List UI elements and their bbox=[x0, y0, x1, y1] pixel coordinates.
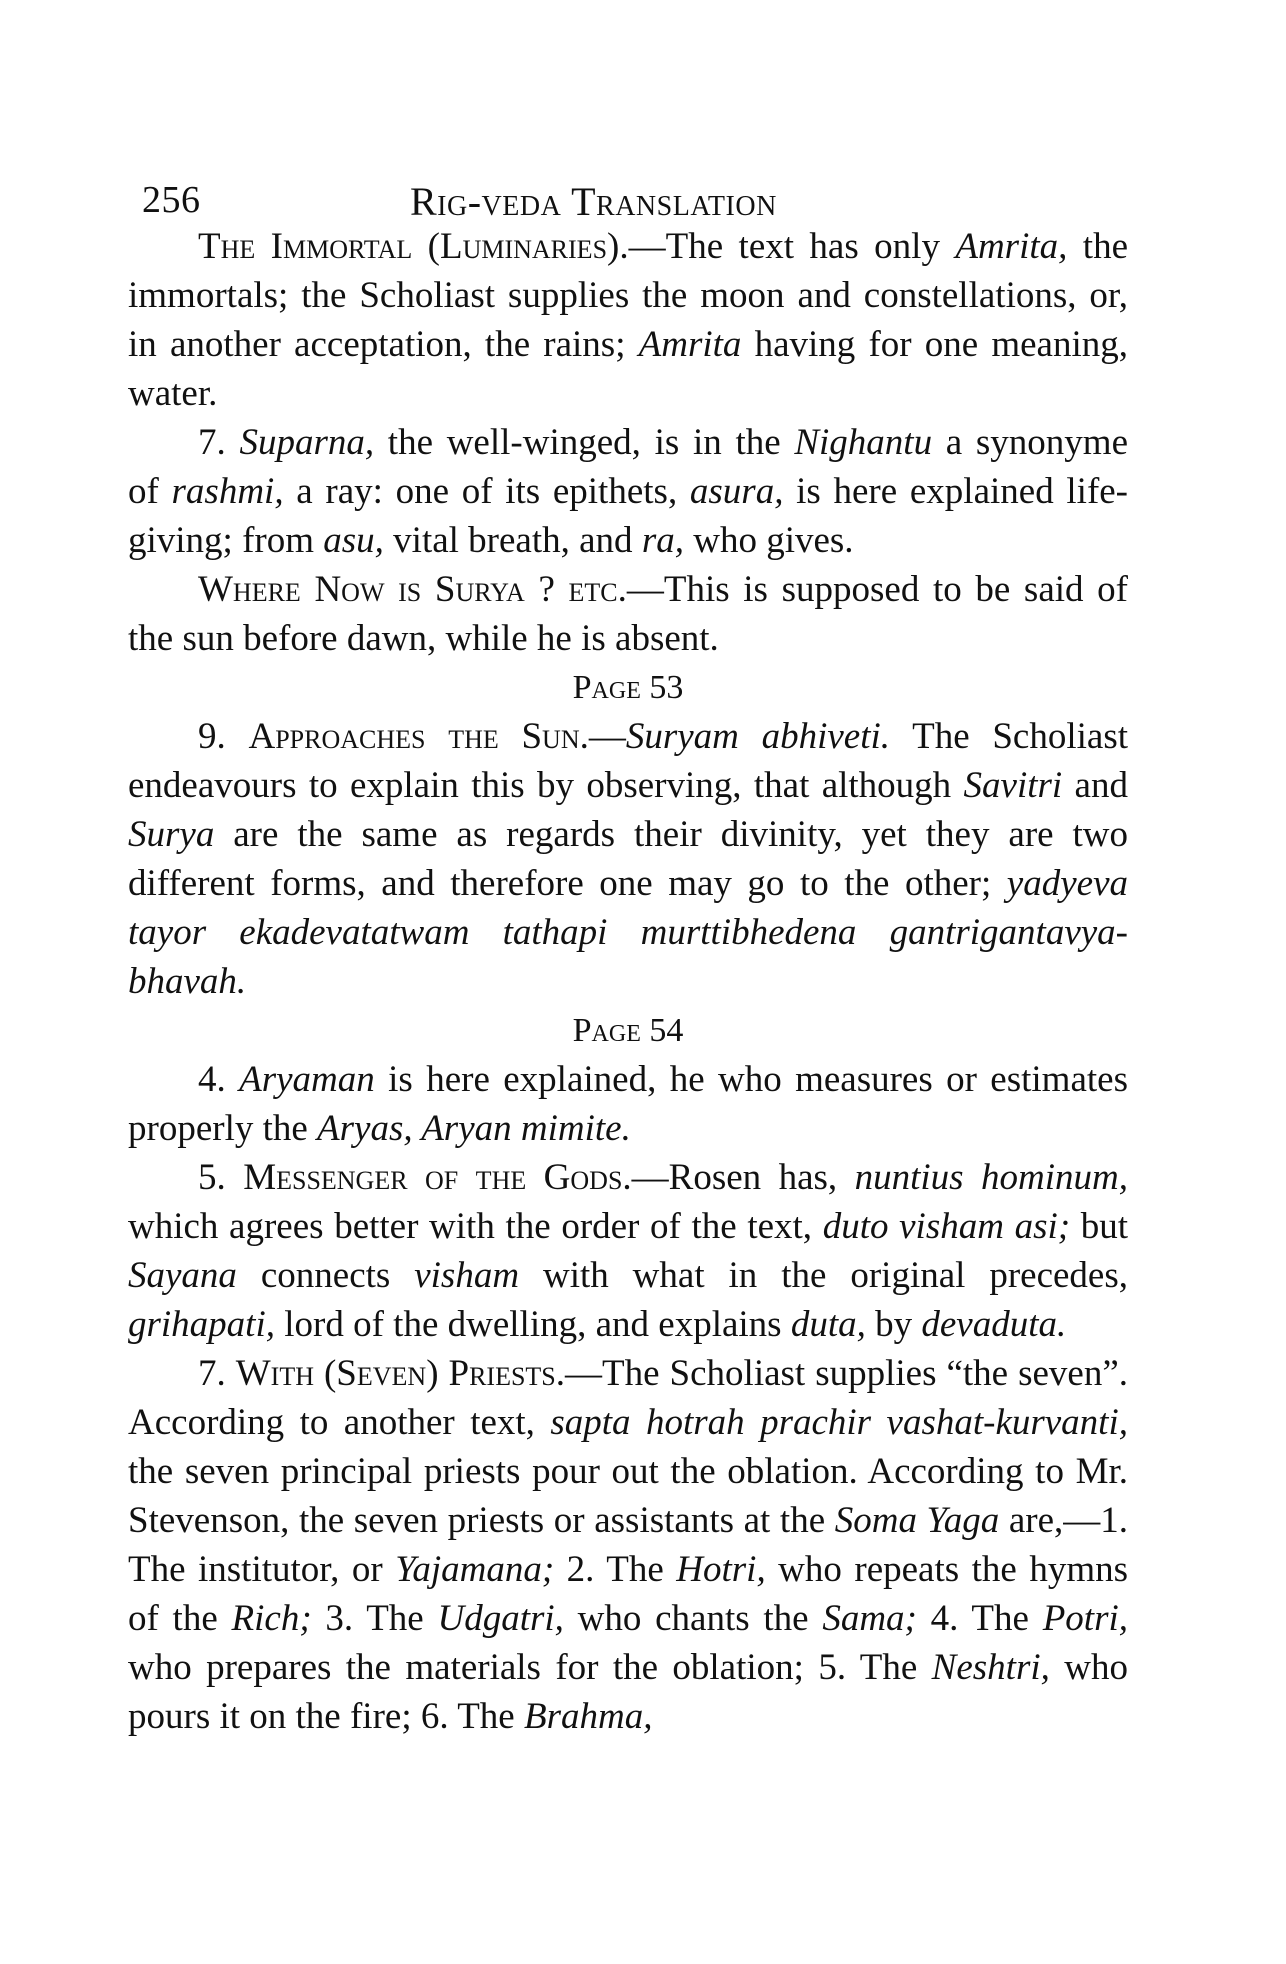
text-run: vital breath, and bbox=[383, 520, 642, 561]
italic-term: ra, bbox=[641, 520, 684, 561]
text-run: who chants the bbox=[563, 1598, 823, 1639]
text-run: who repeats the hymns of the bbox=[128, 1549, 1129, 1639]
text-run: 4. bbox=[198, 1059, 240, 1100]
italic-term: asu, bbox=[323, 520, 384, 561]
note-paragraph bbox=[128, 712, 1128, 1006]
italic-term: duto visham asi; bbox=[822, 1206, 1071, 1247]
text-run: The Scholiast endeavours to explain this by observing, that although bbox=[128, 716, 1129, 806]
text-run: a synonyme of bbox=[128, 422, 1129, 512]
italic-term: grihapati, bbox=[128, 1304, 275, 1345]
small-caps-lemma: Messenger of the Gods. bbox=[243, 1157, 632, 1198]
text-run: having for one meaning, water. bbox=[128, 324, 1128, 414]
note-paragraph bbox=[128, 222, 1128, 418]
italic-term: Brahma, bbox=[523, 1696, 653, 1737]
small-caps-lemma: Where Now is Surya ? etc. bbox=[198, 569, 627, 610]
italic-term: Aryas, Aryan mimite. bbox=[317, 1108, 631, 1149]
text-run: 4. The bbox=[916, 1598, 1043, 1639]
italic-term: Udgatri, bbox=[437, 1598, 564, 1639]
italic-term: Amrita bbox=[638, 324, 742, 365]
text-run: and bbox=[1062, 765, 1128, 806]
text-run: who pours it on the fire; 6. The bbox=[128, 1647, 1128, 1737]
italic-term: Amrita, bbox=[955, 226, 1068, 267]
text-run: with what in the original precedes, bbox=[519, 1255, 1128, 1296]
text-run: the seven principal priests pour out the oblation. According to Mr. Stevenson, the seven priests or assistants at the bbox=[128, 1451, 1128, 1541]
text-run: —Rosen has, bbox=[631, 1157, 855, 1198]
text-run: but bbox=[1070, 1206, 1129, 1247]
italic-term: Hotri, bbox=[676, 1549, 766, 1590]
text-run: are the same as regards their divinity, yet they are two different forms, and therefore one may go to the other; bbox=[128, 814, 1128, 904]
italic-term: devaduta. bbox=[921, 1304, 1067, 1345]
small-caps-lemma: With (Seven) Priests. bbox=[235, 1353, 566, 1394]
italic-term: duta, bbox=[790, 1304, 866, 1345]
note-paragraph bbox=[128, 1055, 1128, 1153]
text-run: which agrees better with the order of the text, bbox=[128, 1206, 823, 1247]
text-run: 3. The bbox=[311, 1598, 438, 1639]
text-run: are,—1. The institutor, or bbox=[128, 1500, 1129, 1590]
text-run: 7. bbox=[198, 1353, 236, 1394]
italic-term: Sayana bbox=[128, 1255, 237, 1296]
text-run: 7. bbox=[198, 422, 240, 463]
text-run: —The text has only bbox=[628, 226, 956, 267]
italic-term: Suparna, bbox=[239, 422, 375, 463]
text-run: the immortals; the Scholiast supplies the moon and constellations, or, in another acceptation, the rains; bbox=[128, 226, 1129, 365]
text-run: is here explained life-giving; from bbox=[128, 471, 1129, 561]
italic-term: Sama; bbox=[822, 1598, 917, 1639]
italic-term: rashmi, bbox=[171, 471, 284, 512]
italic-term: Savitri bbox=[963, 765, 1063, 806]
text-run: —This is supposed to be said of the sun before dawn, while he is absent. bbox=[128, 569, 1128, 659]
text-run: — bbox=[588, 716, 626, 757]
text-run: 9. bbox=[198, 716, 249, 757]
text-run: by bbox=[865, 1304, 922, 1345]
text-run: —The Scholiast supplies “the seven”. According to another text, bbox=[128, 1353, 1128, 1443]
italic-term: Surya bbox=[128, 814, 215, 855]
italic-term: nuntius hominum, bbox=[854, 1157, 1128, 1198]
page-body bbox=[128, 222, 1128, 1741]
italic-term: sapta hotrah prachir vashat-kurvanti, bbox=[550, 1402, 1128, 1443]
italic-term: Soma Yaga bbox=[834, 1500, 1000, 1541]
note-paragraph bbox=[128, 565, 1128, 663]
running-head: Rig-veda Translation bbox=[410, 179, 777, 224]
text-run: is here explained, he who measures or estimates properly the bbox=[128, 1059, 1128, 1149]
italic-term: Neshtri, bbox=[931, 1647, 1050, 1688]
italic-term: Nighantu bbox=[794, 422, 933, 463]
italic-term: Rich; bbox=[231, 1598, 312, 1639]
page-number: 256 bbox=[142, 179, 201, 221]
section-page-heading: Page 54 bbox=[572, 1012, 684, 1049]
note-paragraph bbox=[128, 1153, 1128, 1349]
italic-term: Aryaman bbox=[239, 1059, 375, 1100]
italic-term: Yajamana; bbox=[395, 1549, 555, 1590]
italic-term: visham bbox=[414, 1255, 520, 1296]
text-run: 2. The bbox=[554, 1549, 677, 1590]
text-run: connects bbox=[236, 1255, 415, 1296]
text-run: lord of the dwelling, and explains bbox=[275, 1304, 791, 1345]
italic-term: asura, bbox=[689, 471, 784, 512]
note-paragraph bbox=[128, 418, 1128, 565]
small-caps-lemma: Approaches the Sun. bbox=[248, 716, 589, 757]
text-run: who gives. bbox=[683, 520, 854, 561]
text-run: the well-winged, is in the bbox=[374, 422, 795, 463]
section-page-heading: Page 53 bbox=[572, 669, 684, 706]
small-caps-lemma: The Immortal (Luminaries). bbox=[198, 226, 629, 267]
text-run: who prepares the materials for the oblation; 5. The bbox=[128, 1647, 932, 1688]
italic-term: yadyeva tayor ekadevatatwam tathapi murttibhedena gantrigantavya-bhavah. bbox=[128, 863, 1128, 1002]
italic-term: Potri, bbox=[1042, 1598, 1128, 1639]
text-run: a ray: one of its epithets, bbox=[283, 471, 690, 512]
note-paragraph bbox=[128, 1349, 1128, 1741]
text-run: 5. bbox=[198, 1157, 244, 1198]
italic-term: Suryam abhiveti. bbox=[625, 716, 891, 757]
